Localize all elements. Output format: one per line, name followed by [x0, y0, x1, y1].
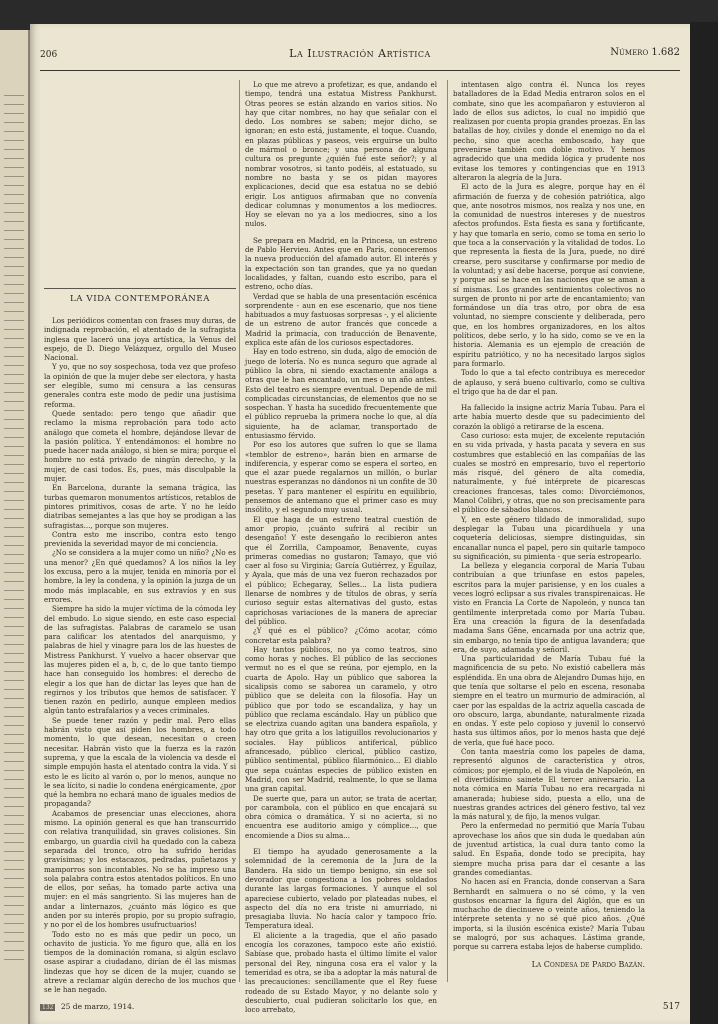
magazine-page [30, 24, 690, 1024]
column-rule [239, 80, 240, 982]
paragraph: Y, en este género tildado de inmoralidad, supo desplegar la Tubau una picardihuela y una coquetería deliciosas, siempre distinguidas, sin encanallar nunca el papel, pero sin quitarle tampoco su significación, su pimienta - que sería estropearlo. [453, 514, 645, 561]
paragraph: No hacen así en Francia, donde conservan a Sara Bernhardt en salmuera o no sé cómo, y la ven gustosos encarnar la figura del Aiglón, que es un muchacho de diecinueve o veinte años, teniendo la intérprete setenta y no sé qué pico años. ¿Qué importa, si la ilusión escénica existe? María Tubau se malogró, por sus achaques. Lástima grande, porque su carrera estaba lejos de haberse cumplido. [453, 877, 645, 952]
page-footer [40, 1002, 680, 1016]
paragraph: Una particularidad de María Tubau fué la magnificencia de su peto. No existió cabellera más espléndida. En una obra de Alejandro Dumas hijo, en que tenía que soltarse el pelo en escena, resonaba siempre en el teatro un murmurio de admiración, al caer por las espaldas de la actriz aquella cascada de oro obscuro, larga, abundante, naturalmente rizada en ondas. Y este pelo copioso y juvenil lo conservó hasta sus últimos años, por lo menos hasta que dejé de verla, que fué hace poco. [453, 654, 645, 747]
paragraph: Acabamos de presenciar unas elecciones, ahora mismo. La opinión general es que han transcurrido con relativa tranquilidad, sin graves colisiones. Sin embargo, un guardia civil ha quedado con la cabeza separada del tronco, otro ha sufrido heridas gravísimas; y los estacazos, pedradas, puñetazos y mamporros son incontables. No se ha impreso una sola palabra contra estos atentados políticos. En uno de ellos, por señas, ha tomado parte activa una mujer: en el más sangriento. Si las mujeres han de andar a linternazos, ¿cuánto más lógico es que anden por su interés propio, por su propio sufragio, y no por el de los hombres usufructuarios! [44, 808, 236, 930]
paragraph: Por eso los autores que sufren lo que se llama «temblor de estreno», harán bien en armarse de indiferencia, y esperar como se espera el sorteo, en que el azar puede regalarnos un millón, o burlar nuestras esperanzas no dándonos ni un confite de 30 pesetas. Y para mantener el espíritu en equilibrio, pensemos de antemano que el primer caso es muy insólito, y el segundo muy usual. [245, 440, 437, 515]
paragraph: Hay en todo estreno, sin duda, algo de emoción de juego de lotería. No es nunca seguro que agrade al público la obra, ni siendo exactamente análoga a otras que le han encantado, un mes o un año antes. Esto del teatro es siempre eventual. Depende de mil complicadas circunstancias, de elementos que no se sospechan. Y hasta ha sucedido frecuentemente que el público reprueba la primera noche lo que, al día siguiente, ha de aclamar, transportado de entusiasmo férvido. [245, 347, 437, 440]
paragraph: El acto de la Jura es alegre, porque hay en él afirmación de fuerza y de cohesión patriótica, algo que, ante nosotros mismos, nos realza y nos une, en la comunidad de nuestros intereses y de nuestros afectos profundos. Esta fiesta es sana y fortificante, y hay que tomarla en serio, como se toma en serio lo que toca a la conservación y la vitalidad de todos. Lo que representa la fiesta de la Jura, puede, no diré crearse, pero suscitarse y confirmarse por medio de la voluntad; y así debe hacerse, porque así conviene, y porque así se hace en las naciones que se aman a sí mismas. Los grandes sentimientos colectivos no surgen de pronto ni por arte de encantamiento; van formándose un día tras otro, por obra de esa voluntad, no siempre consciente y deliberada, pero que, en los hombres organizadores, en los altos políticos, debe serlo, y lo ha sido, como se ve en la historia. Alemania es un ejemplo de creación de espíritu patriótico, y no ha necesitado largos siglos para formarlo. [453, 182, 645, 368]
column-2 [245, 80, 437, 1015]
issue-badge: 132 [42, 1004, 54, 1011]
paragraph: Siempre ha sido la mujer víctima de la cómoda ley del embudo. Lo sigue siendo, en este caso especial de las sufragistas. Palabras de caramelo se usan para calificar los atentados del anarquismo, y palabras de hiel y vinagre para los de las huestes de Mistress Pankhurst. Y vuelvo a hacer observar que las mujeres piden el a, b, c, de lo que tanto tiempo hace han conseguido los hombres: el derecho de elegir a los que han de dictar las leyes que han de regirnos y los tributos que hemos de satisfacer. Y tienen razón en pedirlo, aunque empleen medios algún tanto estrafalarios y a veces criminales. [44, 604, 236, 716]
paragraph: intentasen algo contra él. Nunca los reyes batalladores de la Edad Media entraron solos en el combate, sino que les acompañaron y estuvieron al lado de ellos sus adictos, lo cual no impidió que realizasen por cuenta propia grandes proezas. En las batallas de hoy, civiles y donde el enemigo no da el pecho, sino que acecha emboscado, hay que prevenirse también con doble motivo. Y hemos agradecido que una medida lógica y prudente nos evitase los temores y contingencias que en 1913 alteraron la alegría de la Jura. [453, 80, 645, 182]
paragraph: Se puede tener razón y pedir mal. Pero ellas habrán visto que así piden los hombres, a todo momento, lo que desean, necesitan o creen necesitar. Habrán visto que la fuerza es la razón suprema, y que la escala de la violencia va desde el simple empujón hasta el atentado contra la vida. Y si esto le es lícito al varón o, por lo menos, aunque no le sea lícito, si nadie lo condena enérgicamente, ¿por qué la hembra no echará mano de iguales medios de propaganda? [44, 715, 236, 809]
paragraph: El que haga de un estreno teatral cuestión de amor propio, ¡cuánto sufrirá al recibir un desengaño! Y este desengaño lo recibieron antes que él Zorrilla, Campoamor, Benavente, cuyas primeras comedias no gustaron; Tamayo, que vió caer al foso su Virginia; García Gutiérrez, y Eguílaz, y Ayala, que más de una vez fueron rechazados por el público; Echegaray, Selles... La lista pudiera llenarse de nombres y de títulos de obras, y sería curioso seguir estas alternativas del gusto, estas caprichosas variaciones de la manera de apreciar del público. [245, 514, 437, 626]
paragraph: La belleza y elegancia corporal de María Tubau contribuían a que triunfase en estos papeles, escritos para la mujer parisiense, y en los cuales a veces logró eclipsar a sus rivales transpirenaicas. He visto en Francia La Corte de Napoleón, y nunca tan gentilmente interpretada como por María Tubau. Era una creación la figura de la desenfadada madama Sans Gêne, encarnada por una actriz que, sin embargo, no tenía tipo de antigua lavandera; que era, de suyo, adamada y señoril. [453, 561, 645, 654]
paragraph: Se prepara en Madrid, en la Princesa, un estreno de Pablo Hervieu. Antes que en París, conoceremos la nueva producción del afamado autor. El interés y la expectación son tan grandes, que ya no quedan localidades, y faltan, cuando esto escribo, para el estreno, ocho días. [245, 235, 437, 292]
paragraph: Lo que me atrevo a profetizar, es que, andando el tiempo, tendrá una estatua Mistress Pankhurst. Otras peores se están alzando en varios sitios. No hay que citar nombres, no hay que señalar con el dedo. Los nombres se saben; mejor dicho, se ignoran; en esto está, justamente, el toque. Cuando, en plazas públicas y paseos, veis erguirse un bulto de mármol o bronce; y una persona de alguna cultura os pregunte ¿quién fué este señor?; y al nombrar vosotros, si tanto podéis, al estatuado, su nombre no basta y se os pidan mayores explicaciones, decid que esa estatua no se debió erigir. Los antiguos afirmaban que no convenía dedicar columnas y monumentos a los mediocres. Hoy se elevan no ya a los mediocres, sino a los nulos. [245, 80, 437, 229]
issue-date: 25 de marzo, 1914. [60, 1002, 135, 1011]
page-number-left: 206 [40, 50, 58, 60]
column-3 [453, 80, 645, 982]
page-header [40, 44, 680, 71]
issue-number: Número 1.682 [610, 47, 680, 58]
adjacent-page-edge [0, 30, 30, 1024]
adjacent-page-text [4, 90, 24, 964]
paragraph: Hay tantos públicos, no ya como teatros, sino como horas y noches. El público de las secciones vermut no es el que se reúna, por ejemplo, en la cuarta de Apolo. Hay un público que saborea la sicalipsis como se saborea un caramelo, y otro público que se deleita con la filosofía. Hay un público que por todo se escandaliza, y hay un público que reclama escándalo. Hay un público que se electriza cuando agitan una bandera española, y hay otro que grita a los latiguillos revolucionarios y sociales. Hay públicos antiferical, público afrancesado, público clerical, público castizo, público sentimental, público filarmónico... El diablo que sepa cuántas especies de público existen en Madrid, con ser Madrid, realmente, lo que se llama una gran capital. [245, 644, 437, 794]
section-divider [44, 288, 236, 289]
paragraph: Pero la enfermedad no permitió que María Tubau aprovechase los años que sin duda le quedaban aún de juventud artística, la cual dura tanto como la salud. En España, donde todo se precipita, hay siempre mucha prisa para dar el cesante a las grandes comediantas. [453, 821, 645, 877]
paragraph: El aliciente a la tragedia, que el año pasado encogía los corazones, tampoco este año existió. Sabíase que, probado hasta el último límite el valor personal del Rey, ninguna cosa era el valor y la temeridad es otra, se iba a adoptar la más natural de las precauciones: sencillamente que el Rey fuese rodeado de su Estado Mayor, y no delante solo y descubierto, cual pudieran solicitarlo los que, en loco arrebato, [245, 930, 437, 1015]
author-signature: La Condesa de Pardo Bazán. [531, 959, 645, 969]
paragraph: Ha fallecido la insigne actriz María Tubau. Para el arte había muerto desde que su padecimiento del corazón la obligó a retirarse de la escena. [453, 403, 645, 431]
paragraph: ¿No se considera a la mujer como un niño? ¿No es una menor? ¿En qué quedamos? A los niños la ley los excusa, pero a la mujer, tenida en minoría por el hombre, la ley la condena, y la opinión la juzga de un modo más implacable, en sus extravíos y en sus errores. [44, 548, 236, 604]
paragraph: Verdad que se habla de una presentación escénica sorprendente - aun en ese escenario, que nos tiene habituados a muy fastuosas sorpresas -, y el aliciente de un estreno de autor francés que concede a Madrid la primacía, con traducción de Benavente, explica este afán de los curiosos espectadores. [245, 291, 437, 348]
column-rule [447, 80, 448, 982]
background-edge [690, 22, 718, 1024]
column-1 [44, 316, 236, 995]
page-number-right: 517 [662, 1002, 680, 1012]
paragraph: Quede sentado: pero tengo que añadir que reclamo la misma reprobación para todo acto análogo que cometa el hombre, dejándose llevar de la pasión política. Y entendámonos: el hombre no puede hacer nada análogo, si bien se mira; porque el hombre no está privado de ningún derecho, y la mujer, de casi todos. Es, pues, más disculpable la mujer. [44, 408, 236, 484]
paragraph: Con tanta maestría como los papeles de dama, representó algunos de característica y otros, cómicos; por ejemplo, el de la viuda de Napoleón, en el divertidísimo sainete El tercer aniversario. La nota cómica en María Tubau no era recargada ni amanerada; hubiese sido, puesta a ello, una de nuestras grandes actrices del género festivo, tal vez la más natural y, de fijo, la menos vulgar. [453, 747, 645, 822]
paragraph: Los periódicos comentan con frases muy duras, de indignada reprobación, el atentado de la sufragista inglesa que laceró una joya artística, la Venus del espejo, de D. Diego Velázquez, orgullo del Museo Nacional. [44, 316, 236, 363]
paragraph: ¿Y qué es el público? ¿Cómo acotar, cómo concretar esta palabra? [245, 626, 437, 645]
paragraph: Todo esto no es más que pedir un poco, un ochavito de justicia. Yo me figuro que, allá en los tiempos de la dominación romana, si algún esclavo osase aspirar a ciudadano, dirían de él las mismas lindezas que hoy se dicen de la mujer, cuando se atreve a reclamar algún derecho de los muchos que se le han negado. [44, 929, 236, 995]
paragraph: El tiempo ha ayudado generosamente a la solemnidad de la ceremonia de la Jura de la Bandera. Ha sido un tiempo benigno, sin ese sol devorador que congestiona a los pobres soldados durante las largas formaciones. Y aunque el sol apareciese cubierto, velado por plateadas nubes, el aspecto del día no era triste ni amurriado, ni presagiaba lluvia. No hacía calor y tampoco frío. Temperatura ideal. [245, 847, 437, 931]
paragraph: En Barcelona, durante la semana trágica, las turbas quemaron monumentos artísticos, retablos de pintores primitivos, cosas de arte. Y no he leído diatribas semejantes a las que hoy se prodigan a las sufragistas..., porque son mujeres. [44, 483, 236, 530]
paragraph: Caso curioso: esta mujer, de excelente reputación en su vida privada, y hasta pacata y severa en sus costumbres que estableció en las compañías de las cuales se mostró en empresario, tuvo el repertorio más risqué, del género de alta comedia, naturalmente, y fué intérprete de picarescas creaciones francesas, tales como: Divorciémonos, Manol Colibri, y otras, que no son precisamente para el público de sábados blancos. [453, 430, 645, 515]
paragraph: De suerte que, para un autor, se trata de acertar, por carambola, con el público en que encajará su obra cómica o dramática. Y si no acierta, si no encuentra ese auditorio amigo y cómplice..., que encomiende a Dios su alma... [245, 793, 437, 840]
paragraph: Todo lo que a tal efecto contribuya es merecedor de aplauso, y será bueno cultivarlo, como se cultiva el trigo que ha de dar el pan. [453, 368, 645, 396]
paragraph: Contra esto me inscribo, contra esto tengo previenida la severidad mayor de mi conciencia. [44, 529, 236, 549]
section-title: LA VIDA CONTEMPORÁNEA [69, 294, 211, 304]
paragraph: Y yo, que no soy sospechosa, toda vez que profeso la opinión de que la mujer debe ser electora, y hasta ser elegible, sumo mi censura a las censuras generales contra este modo de pedir una justísima reforma. [44, 362, 236, 409]
magazine-title: La Ilustración Artística [289, 47, 431, 60]
